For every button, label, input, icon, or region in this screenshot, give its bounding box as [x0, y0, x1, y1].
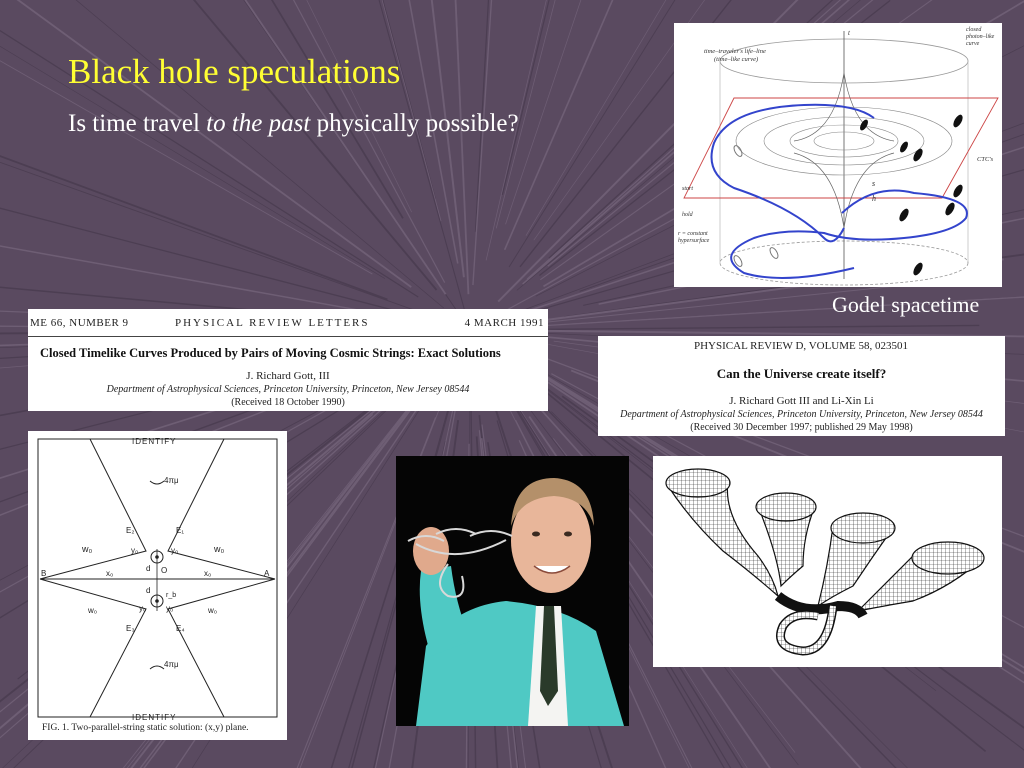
prd-affiliation: Department of Astrophysical Sciences, Princeton University, Princeton, New Jersey 08544 — [620, 409, 983, 420]
label-rb: r_b — [166, 592, 177, 599]
label-t: t — [848, 29, 850, 37]
prd-author: J. Richard Gott III and Li-Xin Li — [729, 395, 874, 407]
label-w-lower-left: w₀ — [88, 606, 98, 615]
godel-diagram — [674, 23, 1002, 287]
red-plane — [684, 98, 998, 198]
wedge-right-upper — [168, 439, 275, 579]
label-hypersurface: hypersurface — [678, 238, 710, 244]
label-y-upper-left: y₀ — [131, 546, 139, 555]
light-cone — [858, 118, 869, 131]
angle-arc-bottom — [150, 666, 164, 669]
light-cone — [951, 113, 964, 129]
photo-illustration — [396, 456, 629, 726]
label-ctc: CTC's — [977, 156, 994, 163]
label-photon-3: curve — [966, 41, 980, 47]
prl-journal: PHYSICAL REVIEW LETTERS — [175, 317, 370, 329]
label-h: h — [872, 194, 876, 203]
label-e1: E₁ — [176, 526, 185, 535]
mesh-surface — [666, 469, 984, 611]
prl-volume: ME 66, NUMBER 9 — [30, 317, 129, 329]
prl-rule — [28, 336, 548, 337]
wedge-right-lower — [168, 579, 275, 717]
light-cone — [898, 140, 909, 153]
label-a: A — [264, 569, 270, 578]
godel-spacetime-figure — [674, 23, 1002, 287]
label-d-lower: d — [146, 586, 151, 595]
funnel-mid-right-mouth — [831, 513, 895, 543]
label-d-upper: d — [146, 564, 151, 573]
subtitle-pre: Is time travel — [68, 110, 207, 137]
label-w-lower-right: w₀ — [208, 606, 218, 615]
prl-author: J. Richard Gott, III — [246, 370, 330, 382]
light-cone — [943, 201, 956, 217]
light-cone-outline — [732, 144, 743, 157]
label-photon-1: closed — [966, 27, 982, 33]
prd-journal: PHYSICAL REVIEW D, VOLUME 58, 023501 — [694, 340, 908, 352]
prd-article-header — [598, 336, 1005, 436]
wedge-left-upper — [40, 439, 146, 579]
physicist-photo — [396, 456, 629, 726]
string-upper-core — [155, 555, 159, 559]
cosmic-string-figure — [28, 431, 287, 740]
prl-title: Closed Timelike Curves Produced by Pairs of Moving Cosmic Strings: Exact Solutions — [40, 346, 501, 360]
slide-subtitle — [68, 110, 519, 138]
angle-top: 4πμ — [164, 476, 179, 485]
prl-article-header — [28, 309, 548, 411]
light-cone — [911, 147, 924, 163]
label-e2: E₂ — [126, 526, 135, 535]
light-cone — [911, 261, 924, 277]
prd-title: Can the Universe create itself? — [716, 366, 887, 381]
prl-date: 4 MARCH 1991 — [464, 317, 544, 329]
label-x-right: x₀ — [204, 569, 212, 578]
identify-top: IDENTIFY — [132, 437, 177, 446]
slide-title: Black hole speculations — [68, 52, 401, 91]
label-s: s — [872, 179, 876, 188]
funnel-right-mouth — [912, 542, 984, 574]
trumpet-surface — [653, 456, 1002, 667]
string-lower-core — [155, 599, 159, 603]
label-w-upper-left: w₀ — [82, 544, 93, 554]
label-y-lower-right: y₀ — [166, 604, 174, 613]
angle-arc-top — [150, 481, 164, 484]
subtitle-emphasis: to the past — [206, 110, 311, 137]
label-hold: hold — [682, 212, 693, 218]
label-x-left: x₀ — [106, 569, 114, 578]
wedge-left-lower — [40, 579, 146, 717]
label-e3: E₃ — [126, 624, 135, 633]
label-r-constant: r = constant — [678, 231, 708, 237]
string-diagram — [28, 431, 287, 721]
godel-caption: Godel spacetime — [832, 292, 980, 317]
string-figure-caption: FIG. 1. Two-parallel-string static solution: (x,y) plane. — [42, 723, 249, 733]
label-e4: E₄ — [176, 624, 185, 633]
self-creating-universe-figure — [653, 456, 1002, 667]
angle-bottom: 4πμ — [164, 660, 179, 669]
prl-affiliation: Department of Astrophysical Sciences, Princeton University, Princeton, New Jersey 08544 — [106, 384, 470, 395]
label-y-lower-left: y₀ — [139, 604, 147, 613]
subtitle-post: physically possible? — [310, 110, 519, 137]
label-y-upper-right: y₀ — [171, 546, 179, 555]
light-cone — [897, 207, 910, 223]
right-eye — [564, 532, 572, 537]
label-b: B — [41, 569, 47, 578]
funnel-mid-left-mouth — [756, 493, 816, 521]
label-photon-2: photon–like — [966, 34, 995, 40]
light-cone-outline — [768, 246, 779, 259]
light-cone — [951, 183, 964, 199]
label-o: O — [161, 566, 168, 575]
label-lifeline: time–traveler's life–line — [704, 48, 766, 55]
label-lifeline-sub: (time–like curve) — [714, 56, 759, 63]
left-eye — [532, 532, 540, 537]
label-start: start — [682, 186, 694, 192]
prd-received: (Received 30 December 1997; published 29 May 1998) — [690, 422, 913, 433]
label-w-upper-right: w₀ — [214, 544, 225, 554]
prl-received: (Received 18 October 1990) — [231, 397, 345, 408]
identify-bottom: IDENTIFY — [132, 713, 177, 721]
figure-frame — [38, 439, 277, 717]
funnel-left-mouth — [666, 469, 730, 497]
